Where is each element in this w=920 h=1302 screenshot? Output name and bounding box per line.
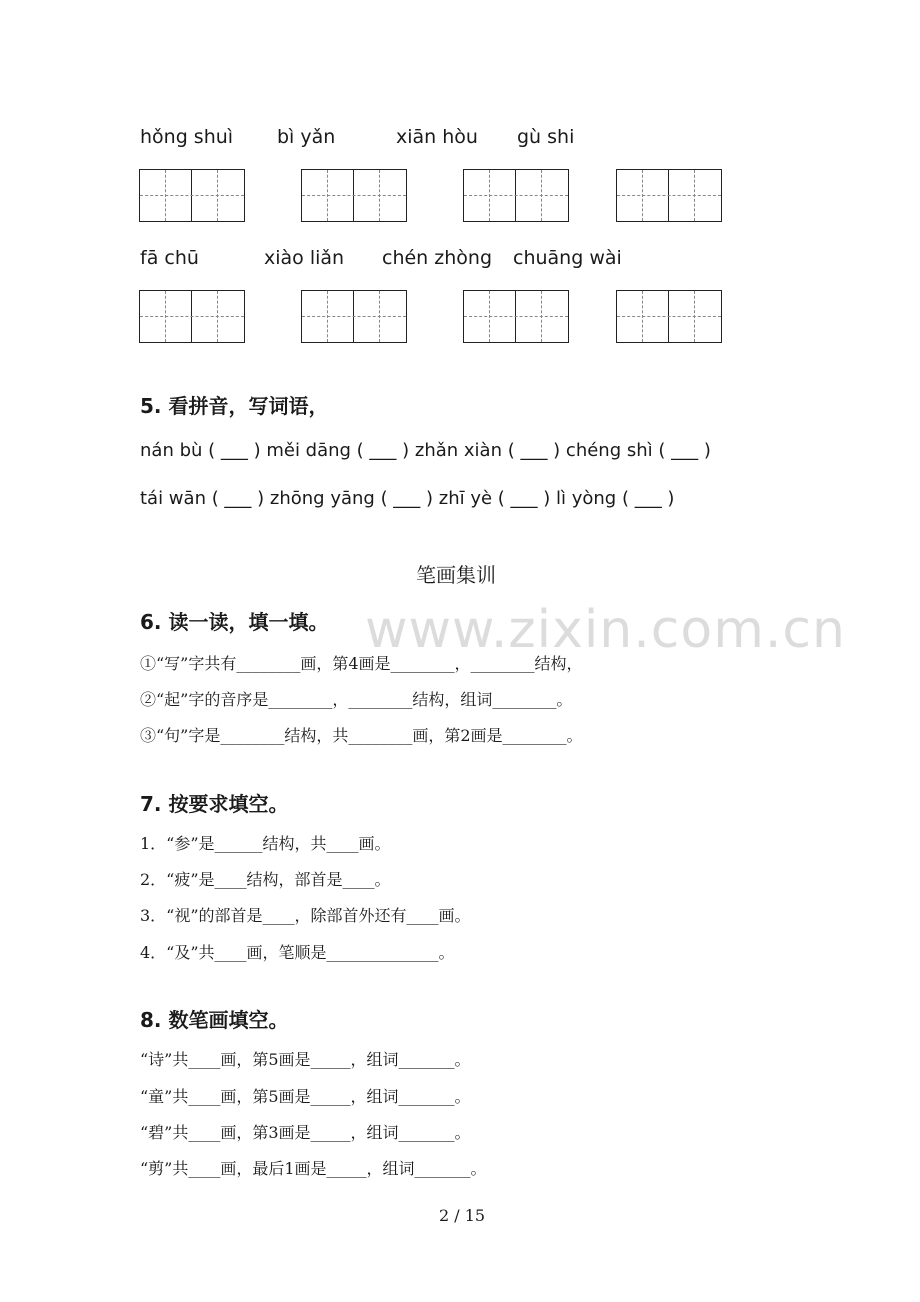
pinyin-label: gù shi bbox=[517, 126, 575, 148]
question-8-line: “剪”共____画，最后1画是_____，组词_______。 bbox=[140, 1159, 487, 1178]
writing-grid[interactable] bbox=[463, 169, 569, 222]
question-7-line: 3．“视”的部首是____，除部首外还有____画。 bbox=[140, 906, 471, 925]
writing-grid[interactable] bbox=[301, 169, 407, 222]
pinyin-label: xiān hòu bbox=[396, 126, 478, 148]
question-8-title: 8. 数笔画填空。 bbox=[140, 1008, 289, 1032]
writing-grid[interactable] bbox=[616, 169, 722, 222]
pinyin-label: hǒng shuì bbox=[140, 126, 234, 148]
question-7-title: 7. 按要求填空。 bbox=[140, 792, 289, 816]
question-6-line: ①“写”字共有________画，第4画是________，________结构， bbox=[140, 654, 583, 673]
question-5-title: 5. 看拼音，写词语， bbox=[140, 394, 329, 418]
section-title: 笔画集训 bbox=[416, 563, 496, 587]
pinyin-label: bì yǎn bbox=[277, 126, 336, 148]
pinyin-label: chén zhòng bbox=[382, 247, 493, 269]
writing-grid[interactable] bbox=[139, 290, 245, 343]
question-7-line: 2．“疲”是____结构，部首是____。 bbox=[140, 870, 391, 889]
pinyin-label: xiào liǎn bbox=[264, 247, 345, 269]
question-5-line: tái wān ( ___ ) zhōng yāng ( ___ ) zhī yè ( ___ ) lì yòng ( ___ ) bbox=[140, 488, 675, 509]
page-number: 2 / 15 bbox=[439, 1206, 486, 1225]
question-5-line: nán bù ( ___ ) měi dāng ( ___ ) zhǎn xiàn ( ___ ) chéng shì ( ___ ) bbox=[140, 440, 711, 461]
pinyin-label: chuāng wài bbox=[513, 247, 622, 269]
question-8-line: “童”共____画，第5画是_____，组词_______。 bbox=[140, 1087, 471, 1106]
question-7-line: 4．“及”共____画，笔顺是______________。 bbox=[140, 943, 455, 962]
question-6-line: ③“句”字是________结构，共________画，第2画是________。 bbox=[140, 726, 583, 745]
question-8-line: “诗”共____画，第5画是_____，组词_______。 bbox=[140, 1050, 471, 1069]
question-8-line: “碧”共____画，第3画是_____，组词_______。 bbox=[140, 1123, 471, 1142]
question-7-line: 1．“参”是______结构，共____画。 bbox=[140, 834, 391, 853]
writing-grid[interactable] bbox=[463, 290, 569, 343]
writing-grid[interactable] bbox=[301, 290, 407, 343]
writing-grid[interactable] bbox=[616, 290, 722, 343]
watermark: www.zixin.com.cn bbox=[365, 600, 846, 660]
pinyin-label: fā chū bbox=[140, 247, 199, 269]
question-6-title: 6. 读一读，填一填。 bbox=[140, 610, 329, 634]
question-6-line: ②“起”字的音序是________，________结构，组词________。 bbox=[140, 690, 573, 709]
writing-grid[interactable] bbox=[139, 169, 245, 222]
